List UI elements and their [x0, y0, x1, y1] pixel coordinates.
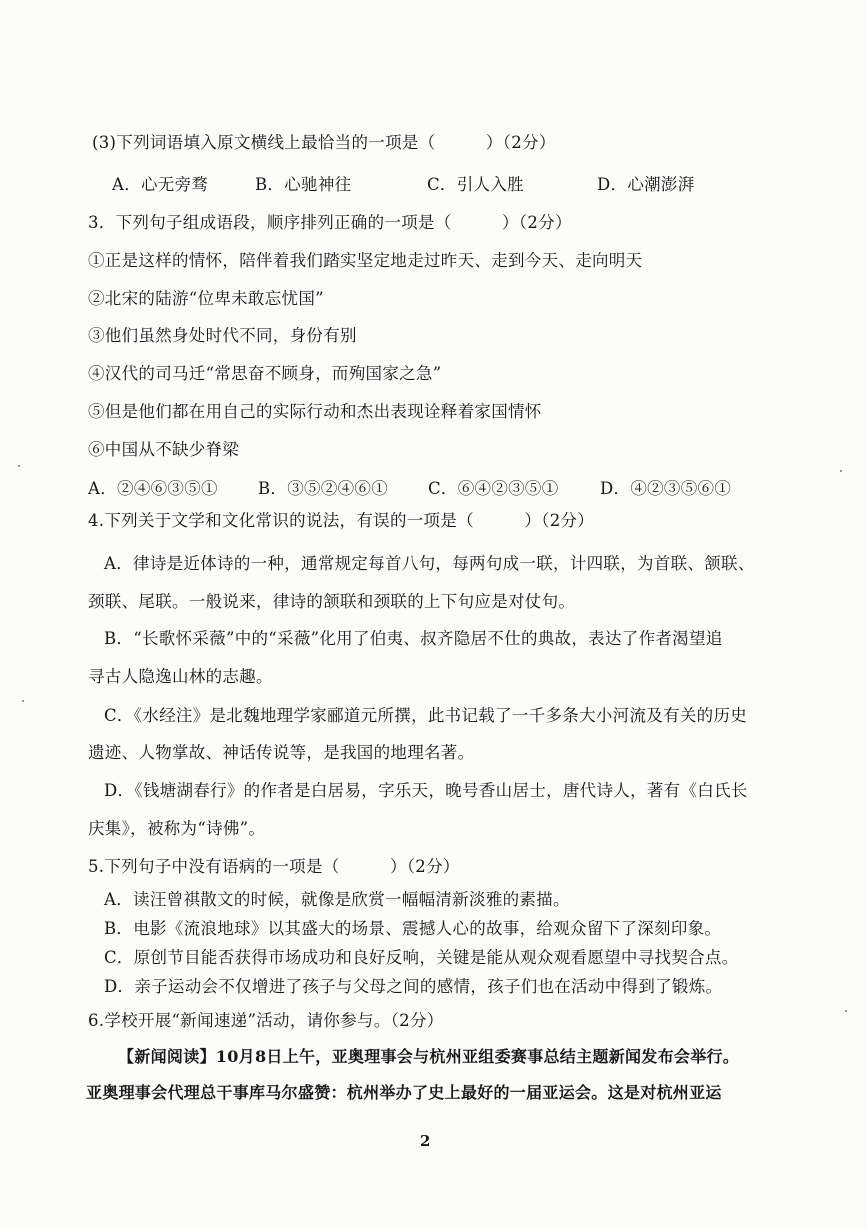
option-c: C．⑥④②③⑤① — [428, 479, 559, 498]
question-4-stem: 4.下列关于文学和文化常识的说法，有误的一项是（ ）（2分） — [88, 511, 595, 530]
question-4-c-line-2: 遗迹、人物掌故、神话传说等，是我国的地理名著。 — [88, 743, 475, 762]
question-4-b-line-1: B．“长歌怀采薇”中的“采薇”化用了伯夷、叔齐隐居不仕的典故，表达了作者渴望追 — [104, 629, 723, 648]
scan-speck — [22, 700, 24, 702]
option-c: C．引人入胜 — [427, 175, 524, 194]
question-5-option-a: A．读汪曾祺散文的时候，就像是欣赏一幅幅清新淡雅的素描。 — [104, 890, 570, 909]
news-reading-line-1: 【新闻阅读】10月8日上午，亚奥理事会与杭州亚组委赛事总结主题新闻发布会举行。 — [118, 1047, 740, 1066]
question-5-option-d: D．亲子运动会不仅增进了孩子与父母之间的感情，孩子们也在活动中得到了锻炼。 — [104, 977, 723, 996]
question-3-sentence-3: ③他们虽然身处时代不同，身份有别 — [88, 326, 357, 345]
question-5-option-c: C．原创节目能否获得市场成功和良好反响，关键是能从观众观看愿望中寻找契合点。 — [104, 948, 739, 967]
question-4-d-line-1: D．《钱塘湖春行》的作者是白居易，字乐天，晚号香山居士，唐代诗人，著有《白氏长 — [104, 781, 748, 800]
question-6-stem: 6.学校开展“新闻速递”活动，请你参与。（2分） — [88, 1011, 444, 1030]
question-3-stem: 3．下列句子组成语段，顺序排列正确的一项是（ ）（2分） — [88, 213, 572, 232]
question-2-3-stem: (3)下列词语填入原文横线上最恰当的一项是（ ）（2分） — [92, 133, 556, 152]
question-2-3-options — [112, 173, 695, 197]
question-4-a-line-2: 颈联、尾联。一般说来，律诗的颔联和颈联的上下句应是对仗句。 — [88, 592, 576, 611]
option-d: D．心潮澎湃 — [597, 175, 695, 194]
question-4-d-line-2: 庆集》，被称为“诗佛”。 — [88, 819, 266, 838]
scan-speck — [18, 465, 20, 467]
option-a: A．心无旁骛 — [112, 175, 209, 194]
question-4-c-line-1: C．《水经注》是北魏地理学家郦道元所撰，此书记载了一千多条大小河流及有关的历史 — [104, 706, 748, 725]
question-5-stem: 5.下列句子中没有语病的一项是（ ）（2分） — [88, 857, 460, 876]
option-a: A．②④⑥③⑤① — [88, 479, 218, 498]
question-3-sentence-5: ⑤但是他们都在用自己的实际行动和杰出表现诠释着家国情怀 — [88, 402, 542, 421]
question-4-a-line-1: A．律诗是近体诗的一种，通常规定每首八句，每两句成一联，计四联，为首联、颔联、 — [104, 554, 755, 573]
question-3-sentence-2: ②北宋的陆游“位卑未敢忘忧国” — [88, 289, 324, 308]
question-3-options — [88, 477, 731, 501]
question-3-sentence-6: ⑥中国从不缺少脊梁 — [88, 440, 240, 459]
scan-speck — [845, 1010, 847, 1012]
option-b: B．心驰神往 — [255, 175, 352, 194]
question-3-sentence-4: ④汉代的司马迁“常思奋不顾身，而殉国家之急” — [88, 364, 442, 383]
option-b: B．③⑤②④⑥① — [258, 479, 389, 498]
page-number: 2 — [420, 1132, 431, 1150]
scan-speck — [840, 470, 842, 472]
question-4-b-line-2: 寻古人隐逸山林的志趣。 — [88, 667, 273, 686]
question-3-sentence-1: ①正是这样的情怀，陪伴着我们踏实坚定地走过昨天、走到今天、走向明天 — [88, 251, 643, 270]
question-5-option-b: B．电影《流浪地球》以其盛大的场景、震撼人心的故事，给观众留下了深刻印象。 — [104, 919, 722, 938]
news-reading-line-2: 亚奥理事会代理总干事库马尔盛赞：杭州举办了史上最好的一届亚运会。这是对杭州亚运 — [86, 1083, 722, 1102]
option-d: D．④②③⑤⑥① — [600, 479, 732, 498]
